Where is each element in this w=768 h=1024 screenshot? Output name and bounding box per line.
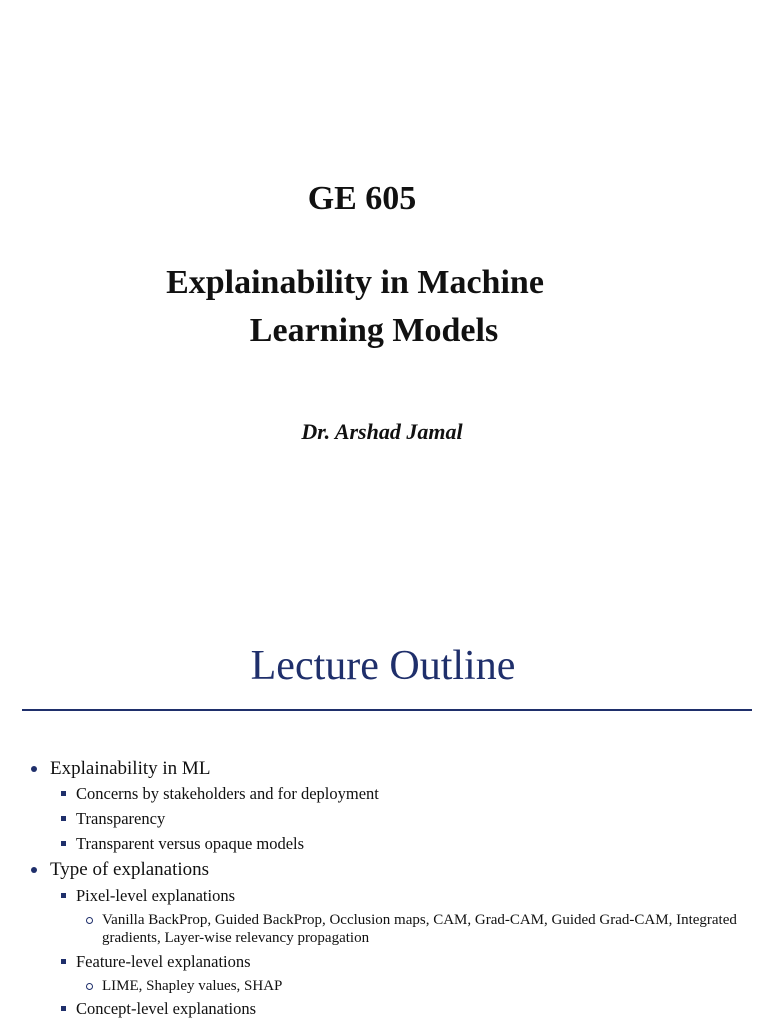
bullet-square-icon xyxy=(61,816,66,821)
outline-heading: Lecture Outline xyxy=(250,643,516,689)
author-name: Dr. Arshad Jamal xyxy=(301,419,463,444)
list-item-text: Feature-level explanations xyxy=(76,952,251,971)
bullet-circle-icon xyxy=(86,983,93,990)
list-item xyxy=(102,977,282,995)
list-item-text: Concept-level explanations xyxy=(76,999,257,1018)
list-item xyxy=(76,783,379,805)
list-item xyxy=(76,951,251,973)
list-item-text: Type of explanations xyxy=(50,859,210,880)
bullet-square-icon xyxy=(61,1006,66,1011)
bullet-square-icon xyxy=(61,893,66,898)
bullet-dot-icon xyxy=(31,867,37,873)
list-item-text: Concerns by stakeholders and for deployment xyxy=(76,784,379,803)
list-item xyxy=(76,885,235,907)
course-code: GE 605 xyxy=(307,180,417,217)
list-item xyxy=(102,911,752,947)
list-item-text: LIME, Shapley values, SHAP xyxy=(102,978,283,994)
list-item-text: Transparent versus opaque models xyxy=(76,834,305,853)
list-item xyxy=(76,998,256,1020)
bullet-square-icon xyxy=(61,791,66,796)
list-item xyxy=(50,757,210,781)
list-item-text: Explainability in ML xyxy=(50,758,211,779)
list-item-text: Pixel-level explanations xyxy=(76,886,235,905)
lecture-title-line-1: Explainability in Machine xyxy=(166,264,544,301)
lecture-title-line-2: Learning Models xyxy=(249,312,499,349)
list-item xyxy=(50,858,209,882)
list-item xyxy=(76,833,304,855)
bullet-dot-icon xyxy=(31,766,37,772)
list-item-text: Vanilla BackProp, Guided BackProp, Occlusion maps, CAM, Grad-CAM, Guided Grad-CAM, Integrated gradients, Layer-wise relevancy propagation xyxy=(102,912,737,946)
list-item xyxy=(76,808,165,830)
bullet-square-icon xyxy=(61,959,66,964)
bullet-circle-icon xyxy=(86,917,93,924)
bullet-square-icon xyxy=(61,841,66,846)
heading-divider xyxy=(22,709,752,711)
list-item-text: Transparency xyxy=(76,809,166,828)
